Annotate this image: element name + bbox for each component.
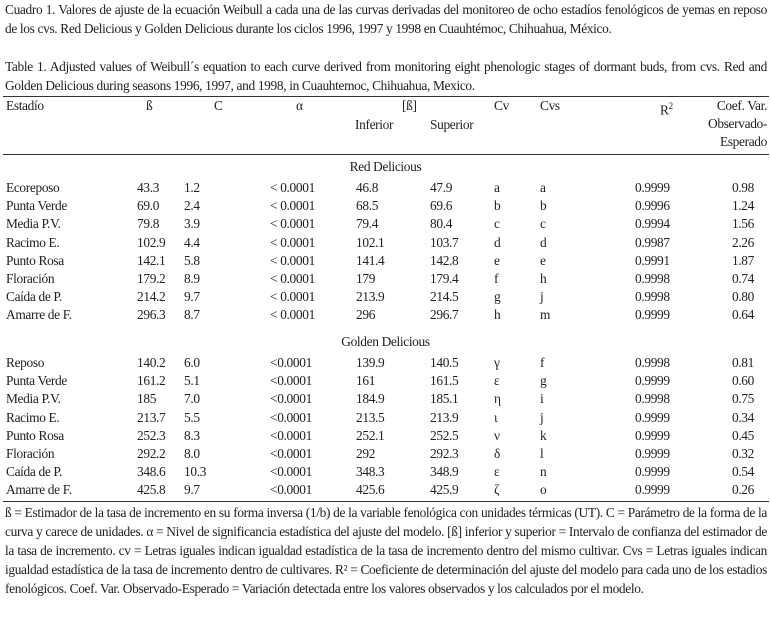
table-row (0, 463, 771, 481)
cell-coef: 0.81 (731, 355, 755, 370)
header-coef-line3: Esperado (719, 134, 767, 149)
cell-c: 1.2 (184, 180, 200, 195)
cell-cv: h (494, 307, 501, 323)
table-row (0, 445, 771, 463)
cell-estadio: Punta Verde (6, 198, 67, 214)
group-title: Red Delicious (349, 159, 422, 174)
cell-superior: 185.1 (430, 391, 459, 407)
cell-estadio: Punta Verde (6, 373, 67, 389)
cell-cv: a (494, 180, 500, 195)
cell-cvs: m (540, 307, 551, 323)
cell-superior: 47.9 (430, 180, 453, 195)
cell-estadio: Media P.V. (6, 391, 61, 407)
cell-c: 8.0 (184, 446, 200, 461)
cell-superior: 213.9 (430, 409, 459, 425)
table-row (0, 270, 771, 288)
table-row (0, 427, 771, 445)
r2-superscript: 2 (668, 101, 673, 111)
cell-alpha: < 0.0001 (270, 198, 315, 214)
r2-label: R (660, 102, 669, 118)
cell-alpha: <0.0001 (270, 427, 312, 443)
cell-coef: 0.64 (731, 307, 755, 323)
cell-cvs: f (540, 355, 545, 370)
cell-superior: 80.4 (430, 216, 453, 232)
cell-c: 5.1 (184, 373, 200, 389)
cell-r2: 0.9998 (635, 271, 670, 286)
cell-beta: 142.1 (137, 252, 166, 268)
cell-cv: δ (494, 446, 500, 461)
cell-estadio: Amarre de F. (6, 482, 72, 498)
cell-alpha: < 0.0001 (270, 271, 315, 286)
cell-c: 7.0 (184, 391, 200, 407)
cell-cv: η (494, 391, 501, 407)
cell-alpha: <0.0001 (270, 482, 312, 498)
cell-c: 8.7 (184, 307, 200, 323)
cell-beta: 102.9 (137, 234, 166, 250)
cell-alpha: <0.0001 (270, 464, 312, 480)
cell-cvs: j (540, 409, 544, 425)
cell-r2: 0.9999 (635, 446, 670, 461)
cell-coef: 1.56 (731, 216, 755, 232)
cell-r2: 0.9991 (635, 252, 670, 268)
cell-superior: 252.5 (430, 427, 459, 443)
cell-inferior: 46.8 (356, 180, 379, 195)
cell-superior: 161.5 (430, 373, 459, 389)
cell-cv: ε (494, 373, 500, 389)
cell-superior: 348.9 (430, 464, 459, 480)
cell-c: 8.9 (184, 271, 200, 286)
cell-beta: 43.3 (137, 180, 160, 195)
table-row (0, 390, 771, 408)
table-row (0, 288, 771, 306)
cell-inferior: 102.1 (356, 234, 385, 250)
cell-beta: 69.0 (137, 198, 160, 214)
header-coef (708, 97, 767, 151)
cell-superior: 179.4 (430, 271, 459, 286)
cell-estadio: Punto Rosa (6, 427, 64, 443)
cell-c: 10.3 (184, 464, 207, 480)
cell-alpha: <0.0001 (270, 446, 312, 461)
cell-superior: 140.5 (430, 355, 459, 370)
cell-c: 6.0 (184, 355, 200, 370)
cell-cv: b (494, 198, 501, 214)
header-cv: Cv (494, 98, 509, 113)
cell-beta: 292.2 (137, 446, 166, 461)
cell-cvs: o (540, 482, 547, 498)
cell-c: 2.4 (184, 198, 200, 214)
cell-coef: 0.98 (731, 180, 755, 195)
cell-coef: 0.60 (731, 373, 755, 389)
cell-r2: 0.9998 (635, 289, 670, 305)
cell-alpha: < 0.0001 (270, 216, 315, 232)
cell-coef: 1.24 (731, 198, 755, 214)
header-cvs: Cvs (540, 98, 560, 113)
cell-cvs: b (540, 198, 547, 214)
cell-cvs: h (540, 271, 547, 286)
cell-cvs: n (540, 464, 547, 480)
cell-estadio: Floración (6, 446, 55, 461)
cell-alpha: <0.0001 (270, 355, 312, 370)
header-alpha: α (296, 98, 303, 113)
cell-cv: ζ (494, 482, 500, 498)
cell-coef: 1.87 (731, 252, 755, 268)
cell-estadio: Caída de P. (6, 464, 63, 480)
cell-beta: 296.3 (137, 307, 166, 323)
cell-superior: 69.6 (430, 198, 453, 214)
cell-cv: c (494, 216, 500, 232)
cell-cvs: l (540, 446, 544, 461)
cell-estadio: Caída de P. (6, 289, 63, 305)
header-superior: Superior (430, 117, 474, 132)
cell-superior: 142.8 (430, 252, 459, 268)
cell-cvs: i (540, 391, 544, 407)
cell-cvs: k (540, 427, 547, 443)
cell-cv: ν (494, 427, 500, 443)
cell-r2: 0.9999 (635, 373, 670, 389)
table-bottom-rule (3, 501, 769, 502)
header-inferior: Inferior (355, 117, 394, 132)
footnote: ß = Estimador de la tasa de incremento en su forma inversa (1/b) de la variable fenológica con unidades térmicas (UT). C = Parámetro de la forma de la curva y carece de unidades. α = Nivel de significancia estadística del ajuste del modelo. [ß] inferior y superior = Intervalo de confianza del estimador de la tasa de incremento. cv = Letras iguales indican igualdad estadística de la tasa de incremento dentro del mismo cultivar. Cvs = Letras iguales indican igualdad estadística de la tasa de incremento dentro de cultivares. R² = Coeficiente de determinación del ajuste del modelo para cada uno de los estadios fenológicos. Coef. Var. Observado-Esperado = Variación detectada entre los valores observados y los calculados por el modelo. (5, 505, 767, 596)
table-row (0, 179, 771, 197)
cell-r2: 0.9999 (635, 464, 670, 480)
cell-beta: 213.7 (137, 409, 166, 425)
cell-cv: e (494, 252, 500, 268)
cell-r2: 0.9999 (635, 180, 670, 195)
cell-coef: 0.45 (731, 427, 755, 443)
table-row (0, 252, 771, 270)
cell-alpha: < 0.0001 (270, 234, 315, 250)
cell-superior: 292.3 (430, 446, 459, 461)
cell-coef: 2.26 (731, 234, 755, 250)
cell-cv: ε (494, 464, 500, 480)
cell-inferior: 296 (356, 307, 376, 323)
header-r2 (660, 97, 673, 119)
cell-estadio: Reposo (6, 355, 45, 370)
header-coef-line2: Observado- (708, 116, 767, 131)
cell-c: 8.3 (184, 427, 200, 443)
cell-alpha: <0.0001 (270, 391, 312, 407)
table-row (0, 481, 771, 499)
header-estadio: Estadío (6, 98, 44, 113)
cell-coef: 0.75 (731, 391, 755, 407)
caption-english: Table 1. Adjusted values of Weibull´s equation to each curve derived from monitoring eight phenologic stages of dormant buds, from cvs. Red and Golden Delicious during seasons 1996, 1997, and 1998, in Cuauhtemoc, Chihuahua, Mexico. (5, 59, 767, 93)
table-row (0, 372, 771, 390)
table-row (0, 354, 771, 372)
cell-inferior: 68.5 (356, 198, 379, 214)
cell-cv: ι (494, 409, 498, 425)
cell-inferior: 184.9 (356, 391, 385, 407)
cell-r2: 0.9994 (635, 216, 670, 232)
caption-spanish: Cuadro 1. Valores de ajuste de la ecuación Weibull a cada una de las curvas derivadas del monitoreo de ocho estadíos fenológicos de yemas en reposo de los cvs. Red Delicious y Golden Delicious durante los ciclos 1996, 1997 y 1998 en Cuauhtémoc, Chihuahua, México. (5, 2, 767, 36)
cell-estadio: Media P.V. (6, 216, 61, 232)
cell-coef: 0.74 (731, 271, 755, 286)
header-beta: ß (146, 98, 153, 113)
cell-beta: 425.8 (137, 482, 166, 498)
cell-coef: 0.34 (731, 409, 755, 425)
cell-beta: 252.3 (137, 427, 166, 443)
cell-inferior: 79.4 (356, 216, 379, 232)
cell-cvs: j (540, 289, 544, 305)
cell-alpha: < 0.0001 (270, 252, 315, 268)
cell-beta: 179.2 (137, 271, 166, 286)
cell-beta: 140.2 (137, 355, 166, 370)
cell-r2: 0.9998 (635, 355, 670, 370)
table-row (0, 409, 771, 427)
cell-inferior: 161 (356, 373, 376, 389)
cell-beta: 161.2 (137, 373, 166, 389)
header-bottom-rule (3, 154, 769, 155)
cell-estadio: Racimo E. (6, 409, 60, 425)
cell-cv: f (494, 271, 499, 286)
cell-c: 4.4 (184, 234, 200, 250)
cell-alpha: < 0.0001 (270, 180, 315, 195)
cell-cvs: d (540, 234, 547, 250)
cell-cv: g (494, 289, 501, 305)
cell-c: 9.7 (184, 482, 200, 498)
cell-estadio: Floración (6, 271, 55, 286)
cell-inferior: 213.9 (356, 289, 385, 305)
cell-coef: 0.80 (731, 289, 755, 305)
cell-coef: 0.26 (731, 482, 755, 498)
cell-beta: 214.2 (137, 289, 166, 305)
table-row (0, 306, 771, 324)
cell-cvs: c (540, 216, 546, 232)
cell-estadio: Amarre de F. (6, 307, 72, 323)
cell-superior: 425.9 (430, 482, 459, 498)
cell-c: 5.5 (184, 409, 200, 425)
cell-inferior: 348.3 (356, 464, 385, 480)
cell-beta: 185 (137, 391, 157, 407)
cell-inferior: 292 (356, 446, 376, 461)
table-row (0, 234, 771, 252)
cell-inferior: 252.1 (356, 427, 385, 443)
cell-inferior: 213.5 (356, 409, 385, 425)
cell-r2: 0.9999 (635, 427, 670, 443)
cell-superior: 214.5 (430, 289, 459, 305)
cell-cv: γ (494, 355, 500, 370)
cell-estadio: Ecoreposo (6, 180, 60, 195)
header-coef-line1: Coef. Var. (716, 98, 767, 113)
cell-cv: d (494, 234, 501, 250)
cell-r2: 0.9999 (635, 307, 670, 323)
group-title: Golden Delicious (341, 334, 430, 349)
cell-cvs: e (540, 252, 546, 268)
table-row (0, 215, 771, 233)
cell-inferior: 425.6 (356, 482, 385, 498)
cell-cvs: a (540, 180, 546, 195)
cell-c: 3.9 (184, 216, 200, 232)
cell-alpha: < 0.0001 (270, 307, 315, 323)
cell-c: 9.7 (184, 289, 200, 305)
table-top-rule (3, 96, 769, 97)
cell-estadio: Punto Rosa (6, 252, 64, 268)
cell-inferior: 179 (356, 271, 376, 286)
cell-r2: 0.9987 (635, 234, 670, 250)
header-ci: [ß] (402, 98, 417, 113)
cell-alpha: <0.0001 (270, 373, 312, 389)
cell-inferior: 139.9 (356, 355, 385, 370)
cell-r2: 0.9999 (635, 482, 670, 498)
cell-cvs: g (540, 373, 547, 389)
cell-superior: 103.7 (430, 234, 459, 250)
cell-inferior: 141.4 (356, 252, 385, 268)
header-c: C (214, 98, 223, 113)
cell-c: 5.8 (184, 252, 200, 268)
cell-r2: 0.9998 (635, 391, 670, 407)
cell-r2: 0.9999 (635, 409, 670, 425)
cell-beta: 348.6 (137, 464, 166, 480)
cell-r2: 0.9996 (635, 198, 670, 214)
table-row (0, 197, 771, 215)
cell-coef: 0.54 (731, 464, 755, 480)
cell-superior: 296.7 (430, 307, 459, 323)
cell-alpha: <0.0001 (270, 409, 312, 425)
cell-beta: 79.8 (137, 216, 160, 232)
cell-estadio: Racimo E. (6, 234, 60, 250)
cell-alpha: < 0.0001 (270, 289, 315, 305)
cell-coef: 0.32 (731, 446, 755, 461)
